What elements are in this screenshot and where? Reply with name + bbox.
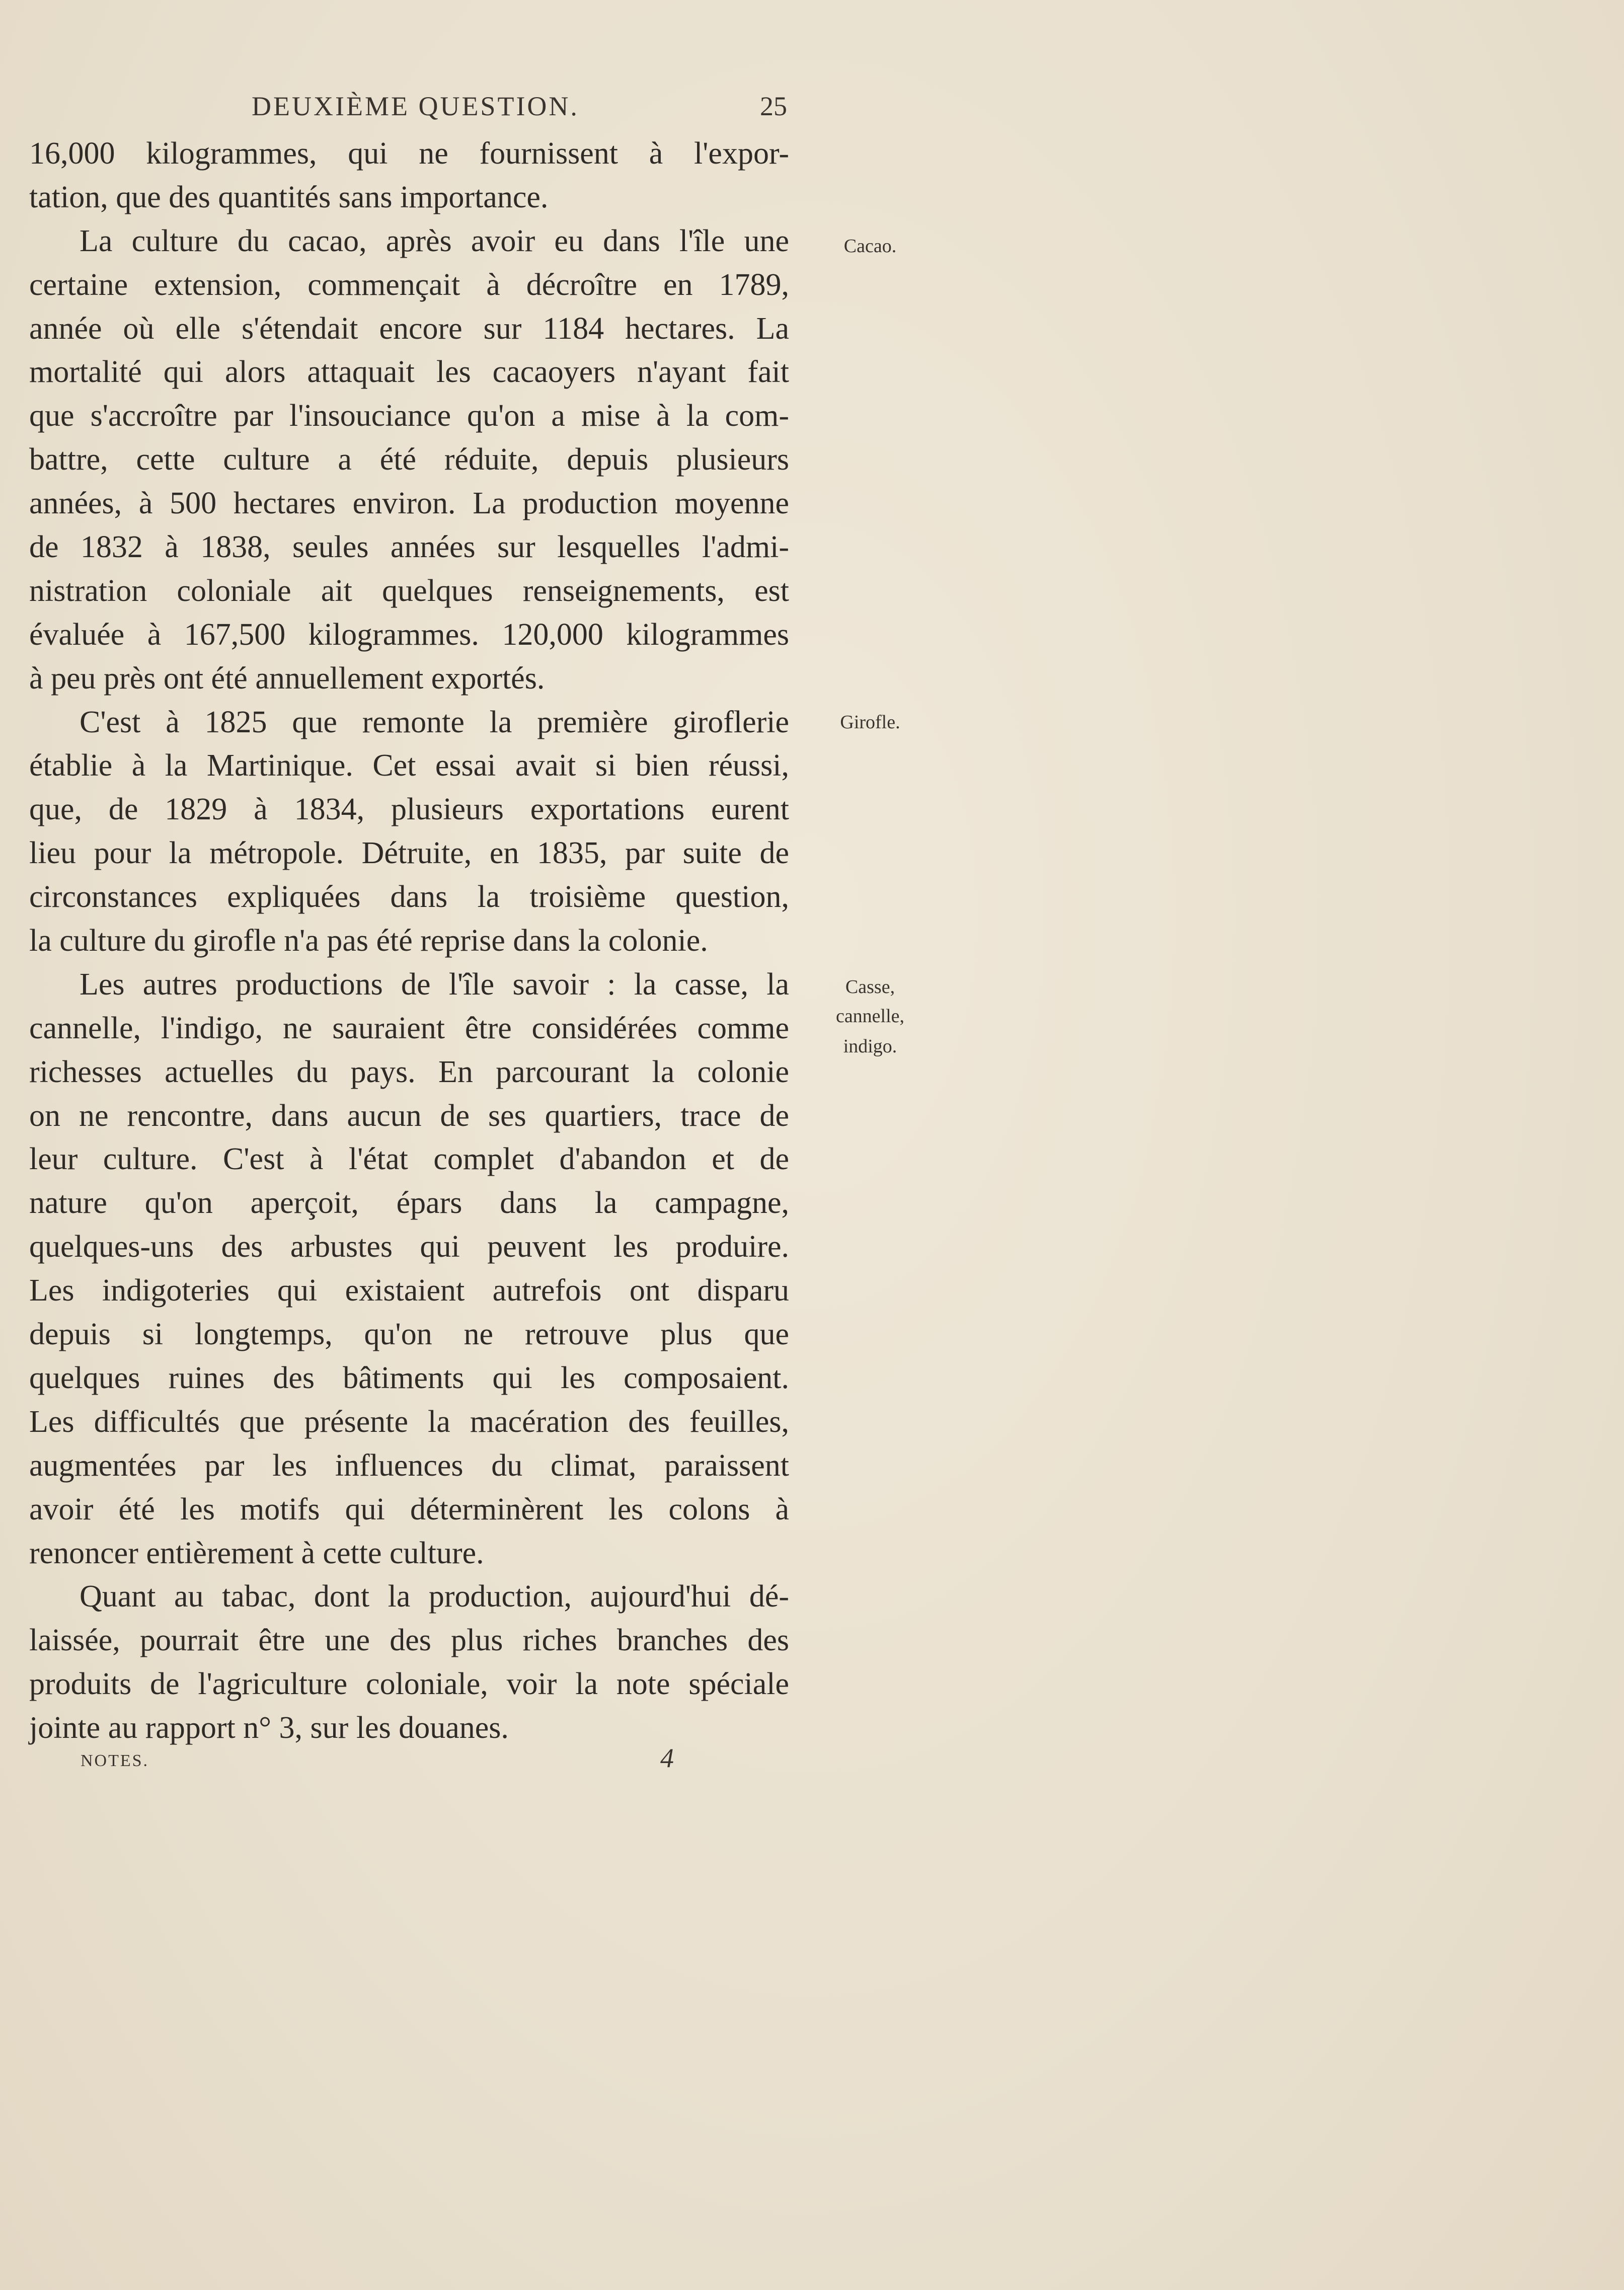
text-line: nature qu'on aperçoit, épars dans la campagne, [29,1186,789,1220]
text-line: à peu près ont été annuellement exportés. [29,661,545,696]
margin-note-indigo: indigo. [843,1036,897,1057]
text-line: lieu pour la métropole. Détruite, en 1835, par suite de [29,836,789,871]
signature-number: 4 [660,1743,674,1773]
text-line: augmentées par les influences du climat, paraissent [29,1448,789,1483]
text-line: avoir été les motifs qui déterminèrent les colons à [29,1492,789,1526]
text-line: circonstances expliquées dans la troisième question, [29,880,789,914]
text-line: la culture du girofle n'a pas été reprise dans la colonie. [29,924,708,958]
paragraph-start-cacao: La culture du cacao, après avoir eu dans l'île une [80,223,789,258]
text-line: mortalité qui alors attaquait les cacaoyers n'ayant fait [29,355,789,390]
paragraph-start-girofle: C'est à 1825 que remonte la première giroflerie [80,705,789,739]
page-number: 25 [760,91,787,121]
body-text [29,132,789,1750]
text-line: jointe au rapport n° 3, sur les douanes. [29,1711,509,1745]
text-line: année où elle s'étendait encore sur 1184 hectares. La [29,311,789,346]
text-line: quelques-uns des arbustes qui peuvent les produire. [29,1230,789,1264]
text-line: battre, cette culture a été réduite, depuis plusieurs [29,442,789,477]
margin-note-cacao: Cacao. [843,236,897,257]
text-line: tation, que des quantités sans importance. [29,180,549,214]
text-line: produits de l'agriculture coloniale, voir la note spéciale [29,1667,789,1702]
text-line: laissée, pourrait être une des plus riches branches des [29,1623,789,1658]
paragraph-start-casse: Les autres productions de l'île savoir : la casse, la [80,967,789,1002]
text-line: Les indigoteries qui existaient autrefois ont disparu [29,1273,789,1308]
text-line: Les difficultés que présente la macération des feuilles, [29,1404,789,1439]
text-line: de 1832 à 1838, seules années sur lesquelles l'admi- [29,530,789,565]
running-head [0,91,1624,126]
text-line: établie à la Martinique. Cet essai avait si bien réussi, [29,748,789,783]
paragraph-start-tabac: Quant au tabac, dont la production, aujourd'hui dé- [80,1579,789,1614]
margin-note-cannelle: cannelle, [835,1006,905,1027]
text-line: évaluée à 167,500 kilogrammes. 120,000 kilogrammes [29,617,789,652]
text-line: nistration coloniale ait quelques renseignements, est [29,573,789,608]
margin-note-casse: Casse, [845,976,895,998]
text-line: leur culture. C'est à l'état complet d'abandon et de [29,1142,789,1177]
text-line: depuis si longtemps, qu'on ne retrouve plus que [29,1317,789,1352]
text-line: que s'accroître par l'insouciance qu'on a mise à la com- [29,399,789,433]
text-line: années, à 500 hectares environ. La production moyenne [29,486,789,521]
text-line: quelques ruines des bâtiments qui les composaient. [29,1360,789,1395]
text-line: que, de 1829 à 1834, plusieurs exportations eurent [29,792,789,827]
text-line: cannelle, l'indigo, ne sauraient être considérées comme [29,1011,789,1045]
signature-mark: NOTES. [81,1751,149,1770]
running-title: DEUXIÈME QUESTION. [252,91,579,121]
margin-note-girofle: Girofle. [840,712,900,733]
text-line: certaine extension, commençait à décroître en 1789, [29,267,789,302]
text-line: on ne rencontre, dans aucun de ses quartiers, trace de [29,1098,789,1133]
text-line: richesses actuelles du pays. En parcourant la colonie [29,1054,789,1089]
text-line: renoncer entièrement à cette culture. [29,1536,484,1570]
text-line: 16,000 kilogrammes, qui ne fournissent à l'expor- [29,136,789,171]
